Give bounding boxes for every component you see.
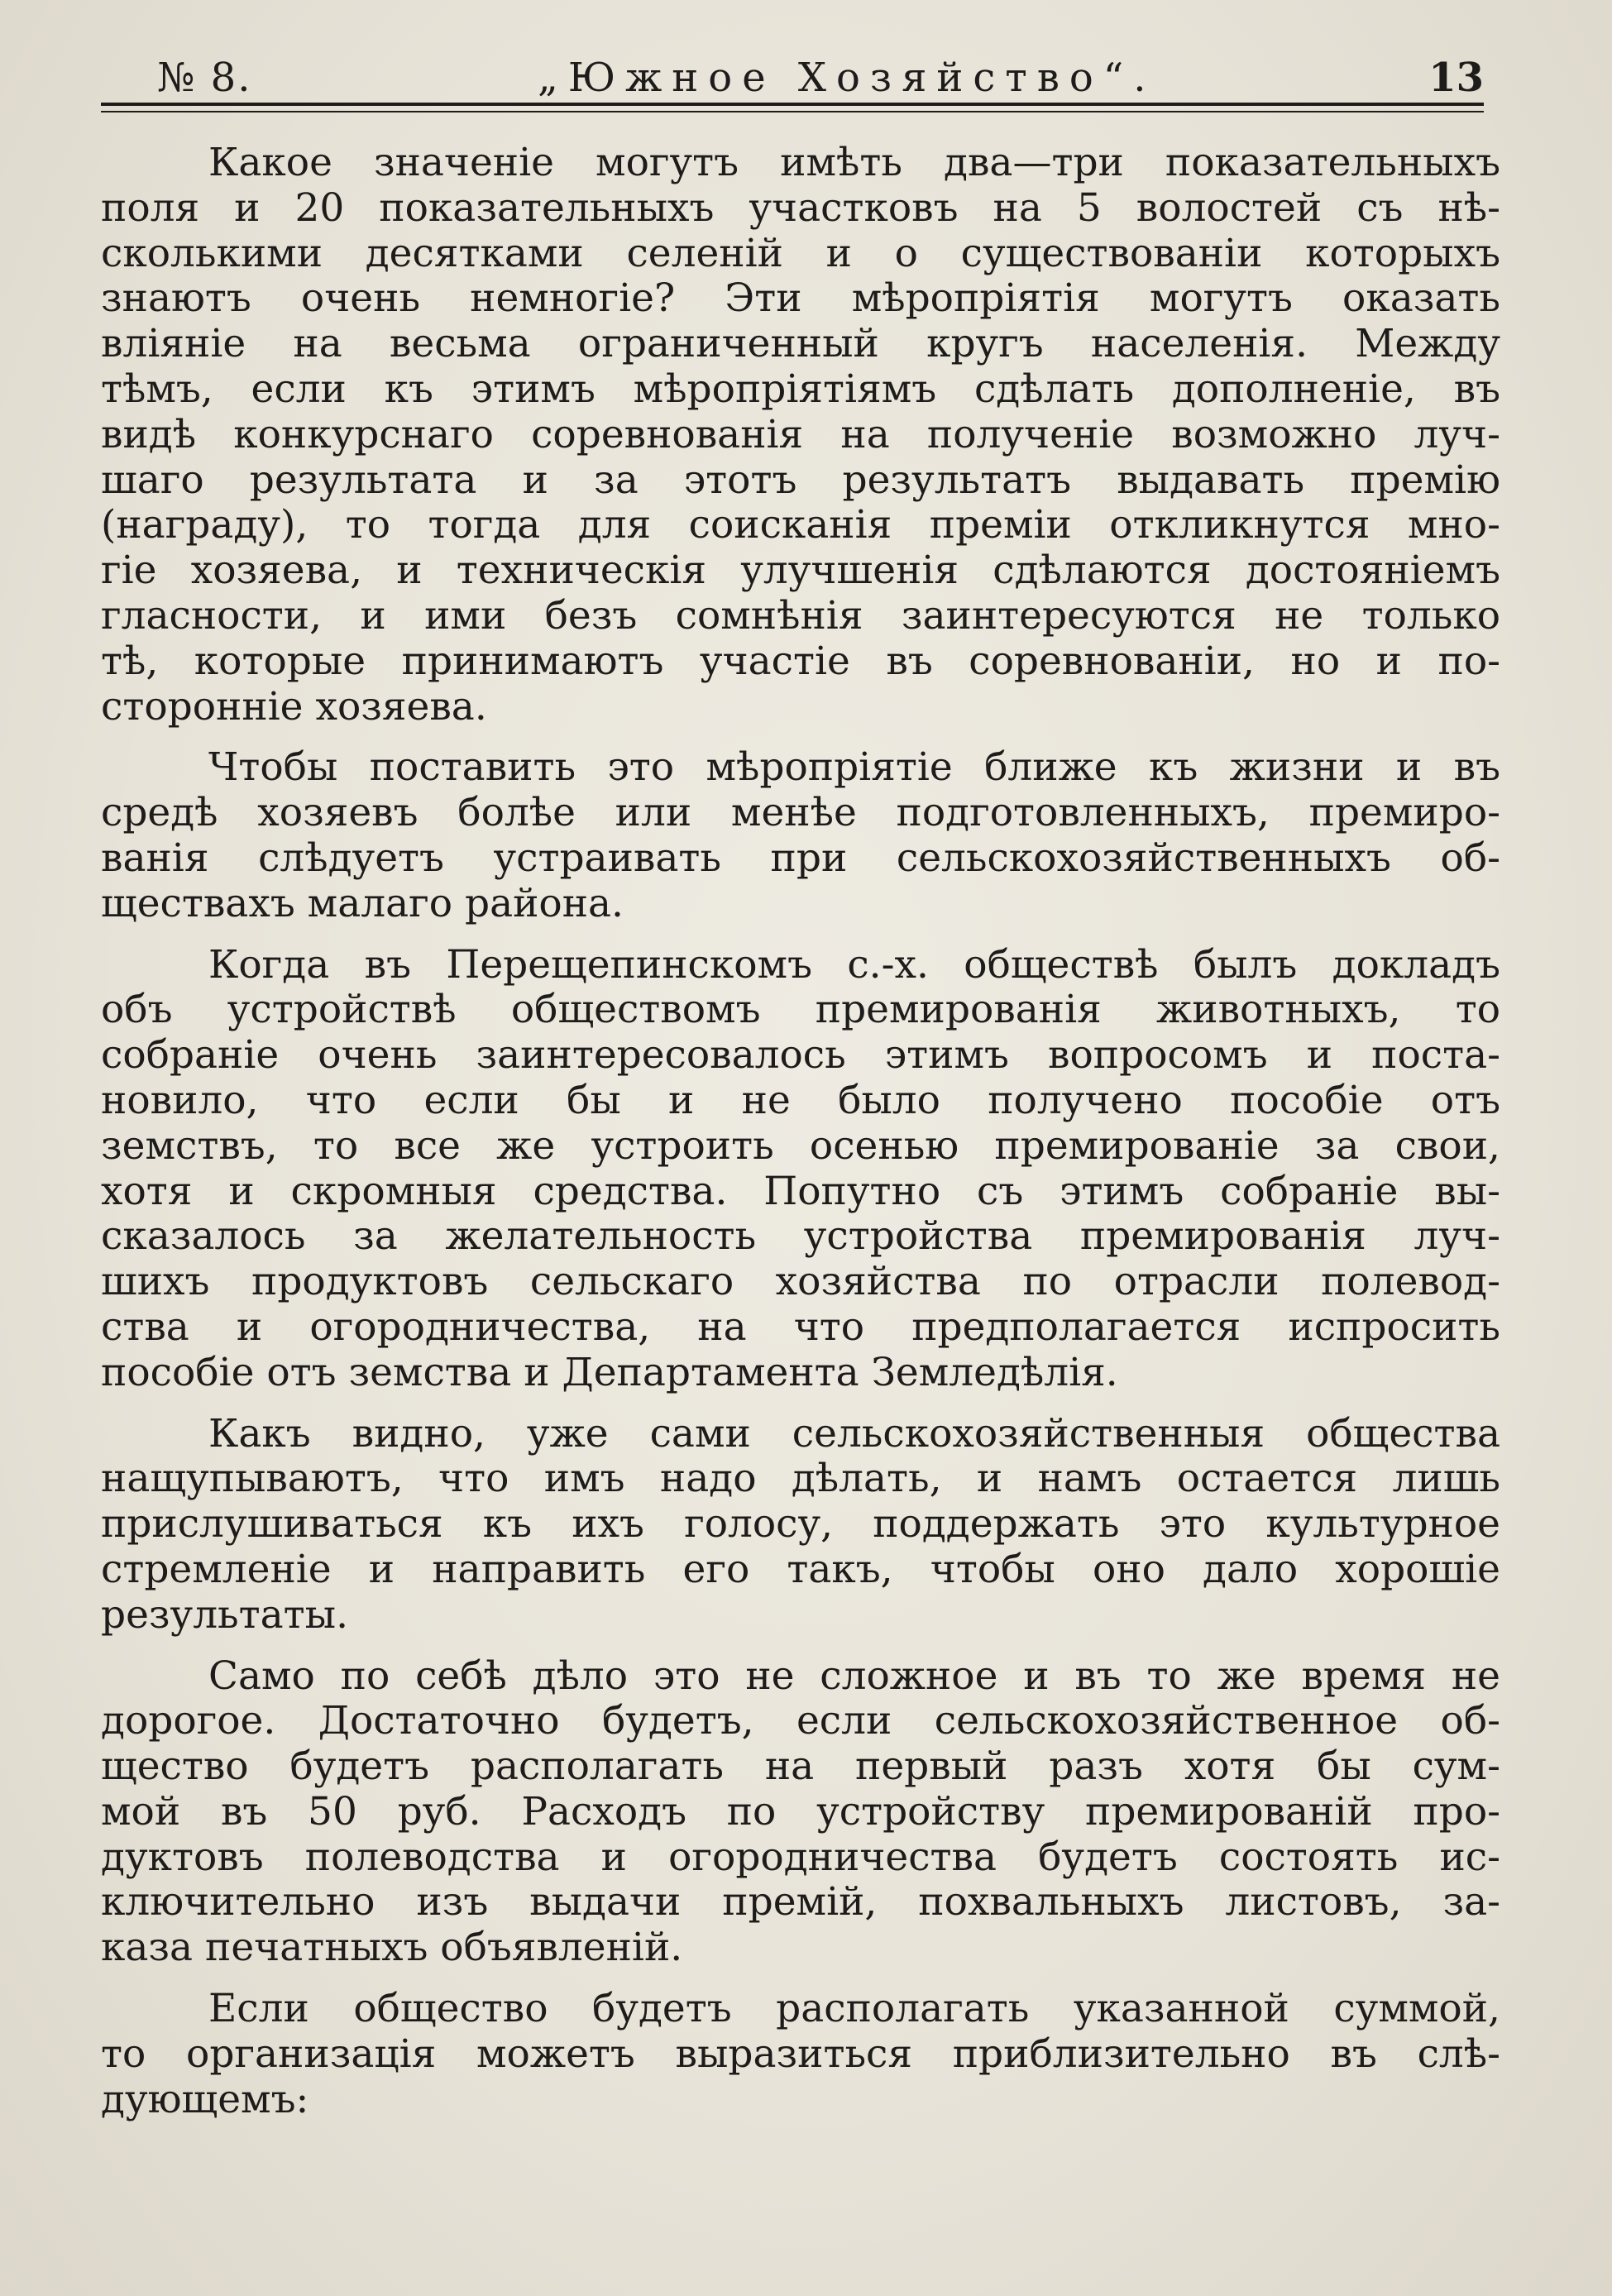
text-line: ства и огородничества, на что предполагается испросить (101, 1303, 1500, 1350)
text-line: щество будетъ располагать на первый разъ хотя бы сум- (101, 1744, 1500, 1790)
text-line: то организація можетъ выразиться приблизительно въ слѣ- (101, 2031, 1500, 2077)
text-line: прислушиваться къ ихъ голосу, поддержать это культурное (101, 1501, 1500, 1547)
text-line: нащупываютъ, что имъ надо дѣлать, и намъ остается лишь (101, 1456, 1500, 1502)
text-line: земствъ, то все же устроить осенью премированіе за свои, (101, 1122, 1500, 1169)
text-line: видѣ конкурснаго соревнованія на полученіе возможно луч- (101, 411, 1500, 457)
text-line: Какое значеніе могутъ имѣть два—три показательныхъ (208, 140, 1500, 185)
text-line: каза печатныхъ объявленій. (101, 1925, 683, 1971)
text-line: пособіе отъ земства и Департамента Земледѣлія. (101, 1349, 1118, 1395)
text-line: ванія слѣдуетъ устраивать при сельскохозяйственныхъ об- (101, 835, 1500, 881)
paragraph (101, 1654, 1500, 1972)
text-line: гіе хозяева, и техническія улучшенія сдѣлаются достояніемъ (101, 548, 1500, 594)
text-line: хотя и скромныя средства. Попутно съ этимъ собраніе вы- (101, 1168, 1500, 1214)
text-line: объ устройствѣ обществомъ премированія животныхъ, то (101, 987, 1500, 1033)
text-line: стремленіе и направить его такъ, чтобы оно дало хорошіе (101, 1546, 1500, 1592)
text-line: сторонніе хозяева. (101, 683, 487, 729)
paragraph (101, 141, 1500, 729)
text-line: дуктовъ полеводства и огородничества будетъ состоять ис- (101, 1834, 1500, 1880)
paragraph (101, 745, 1500, 926)
text-line: Если общество будетъ располагать указанной суммой, (208, 1986, 1500, 2032)
paragraph (101, 1987, 1500, 2122)
text-line: вліяніе на весьма ограниченный кругъ населенія. Между (101, 321, 1500, 367)
text-line: ключительно изъ выдачи премій, похвальныхъ листовъ, за- (101, 1879, 1500, 1925)
text-line: собраніе очень заинтересовалось этимъ вопросомъ и поста- (101, 1032, 1500, 1079)
journal-title: „Южное Хозяйство“. (538, 55, 1156, 101)
text-line: Само по себѣ дѣло это не сложное и въ то же время не (208, 1653, 1500, 1699)
header-rule-thin (101, 111, 1484, 112)
text-line: Какъ видно, уже сами сельскохозяйственныя общества (208, 1410, 1500, 1457)
text-line: тѣ, которые принимаютъ участіе въ соревнованіи, но и по- (101, 638, 1500, 684)
text-line: Чтобы поставить это мѣропріятіе ближе къ жизни и въ (208, 744, 1500, 791)
running-header (101, 48, 1484, 106)
text-line: мой въ 50 руб. Расходъ по устройству премированій про- (101, 1788, 1500, 1834)
paragraph (101, 1412, 1500, 1638)
text-line: гласности, и ими безъ сомнѣнія заинтересуются не только (101, 592, 1500, 639)
text-line: шихъ продуктовъ сельскаго хозяйства по отрасли полевод- (101, 1259, 1500, 1305)
text-line: средѣ хозяевъ болѣе или менѣе подготовленныхъ, премиро- (101, 790, 1500, 836)
text-line: результаты. (101, 1591, 349, 1638)
text-line: шаго результата и за этотъ результатъ выдавать премію (101, 457, 1500, 503)
text-line: тѣмъ, если къ этимъ мѣропріятіямъ сдѣлать дополненіе, въ (101, 366, 1500, 412)
text-line: сколькими десятками селеній и о существованіи которыхъ (101, 230, 1500, 276)
paragraph (101, 943, 1500, 1396)
text-line: знаютъ очень немногіе? Эти мѣропріятія могутъ оказать (101, 275, 1500, 322)
text-line: сказалось за желательность устройства премированія луч- (101, 1213, 1500, 1260)
text-line: дующемъ: (101, 2076, 309, 2122)
text-line: ществахъ малаго района. (101, 880, 624, 926)
page-number: 13 (1428, 55, 1484, 101)
text-line: новило, что если бы и не было получено пособіе отъ (101, 1077, 1500, 1123)
header-rule-thick (101, 103, 1484, 106)
text-line: дорогое. Достаточно будетъ, если сельскохозяйственное об- (101, 1698, 1500, 1744)
issue-number: № 8. (157, 55, 252, 101)
text-line: (награду), то тогда для соисканія преміи откликнутся мно- (101, 502, 1500, 548)
text-line: Когда въ Перещепинскомъ с.-х. обществѣ былъ докладъ (208, 941, 1500, 988)
body-text (101, 141, 1500, 2138)
text-line: поля и 20 показательныхъ участковъ на 5 волостей съ нѣ- (101, 184, 1500, 231)
